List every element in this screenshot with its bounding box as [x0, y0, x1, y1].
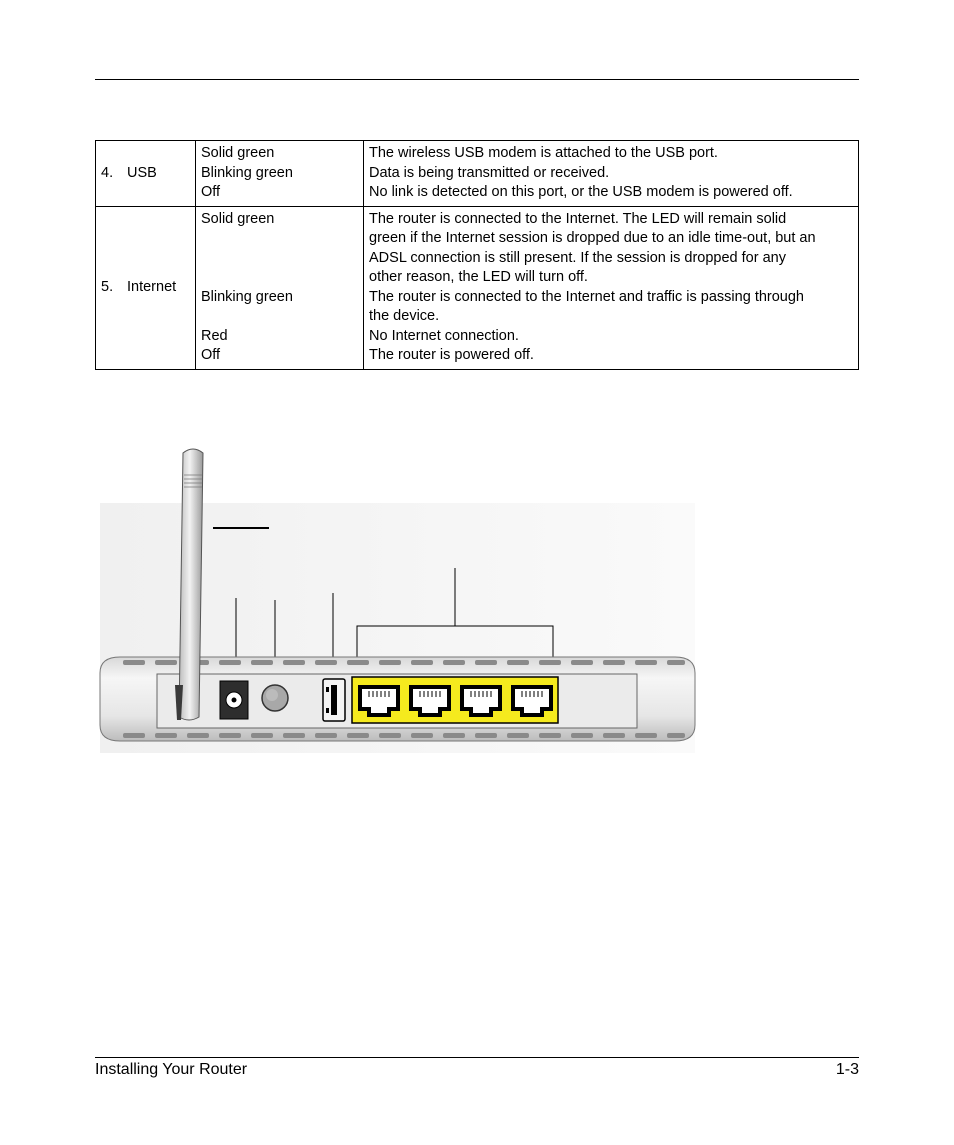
row-number: 5.	[101, 278, 114, 295]
row-label: Internet	[127, 278, 177, 295]
table-row-internet	[96, 206, 859, 369]
state-text: Solid green	[201, 145, 275, 161]
power-jack-icon	[220, 681, 248, 719]
state-spacer	[201, 249, 358, 269]
led-description-cell	[364, 206, 859, 369]
description-text: Data is being transmitted or received.	[369, 164, 610, 181]
row-number: 4.	[101, 164, 114, 181]
state-text: Off	[201, 184, 221, 200]
description-text: The router is connected to the Internet and traffic is passing through	[369, 288, 804, 305]
description-text: The wireless USB modem is attached to the USB port.	[369, 145, 718, 161]
description-text: ADSL connection is still present. If the session is dropped for any	[369, 249, 786, 266]
router-rear-panel-diagram	[95, 445, 705, 755]
led-state-cell	[196, 141, 364, 207]
footer-rule	[95, 1057, 859, 1058]
usb-port-icon	[323, 679, 345, 721]
footer-page-number: 1-3	[835, 1061, 859, 1078]
description-text: The router is powered off.	[369, 347, 534, 363]
state-text: Red	[201, 327, 228, 344]
state-spacer	[201, 268, 358, 288]
state-text: Blinking green	[201, 164, 293, 181]
description-text: No Internet connection.	[369, 327, 519, 344]
description-text: The router is connected to the Internet. The LED will remain solid	[369, 210, 787, 227]
reset-button-icon	[262, 685, 288, 711]
header-rule	[95, 79, 859, 80]
table-row-usb	[96, 141, 859, 207]
state-text: Blinking green	[201, 288, 293, 305]
led-status-table	[95, 140, 859, 370]
lan-ports-group	[352, 677, 558, 723]
description-text: No link is detected on this port, or the USB modem is powered off.	[369, 184, 793, 200]
description-text: the device.	[369, 308, 440, 324]
led-state-cell	[196, 206, 364, 369]
description-text: green if the Internet session is dropped due to an idle time-out, but an	[369, 230, 816, 246]
state-text: Off	[201, 347, 221, 363]
led-name-cell	[96, 206, 196, 369]
row-label: USB	[127, 164, 157, 181]
state-spacer	[201, 307, 358, 327]
state-spacer	[201, 229, 358, 249]
footer-chapter-title: Installing Your Router	[95, 1061, 248, 1078]
led-description-cell	[364, 141, 859, 207]
state-text: Solid green	[201, 210, 275, 227]
description-text: other reason, the LED will turn off.	[369, 269, 588, 285]
led-name-cell	[96, 141, 196, 207]
